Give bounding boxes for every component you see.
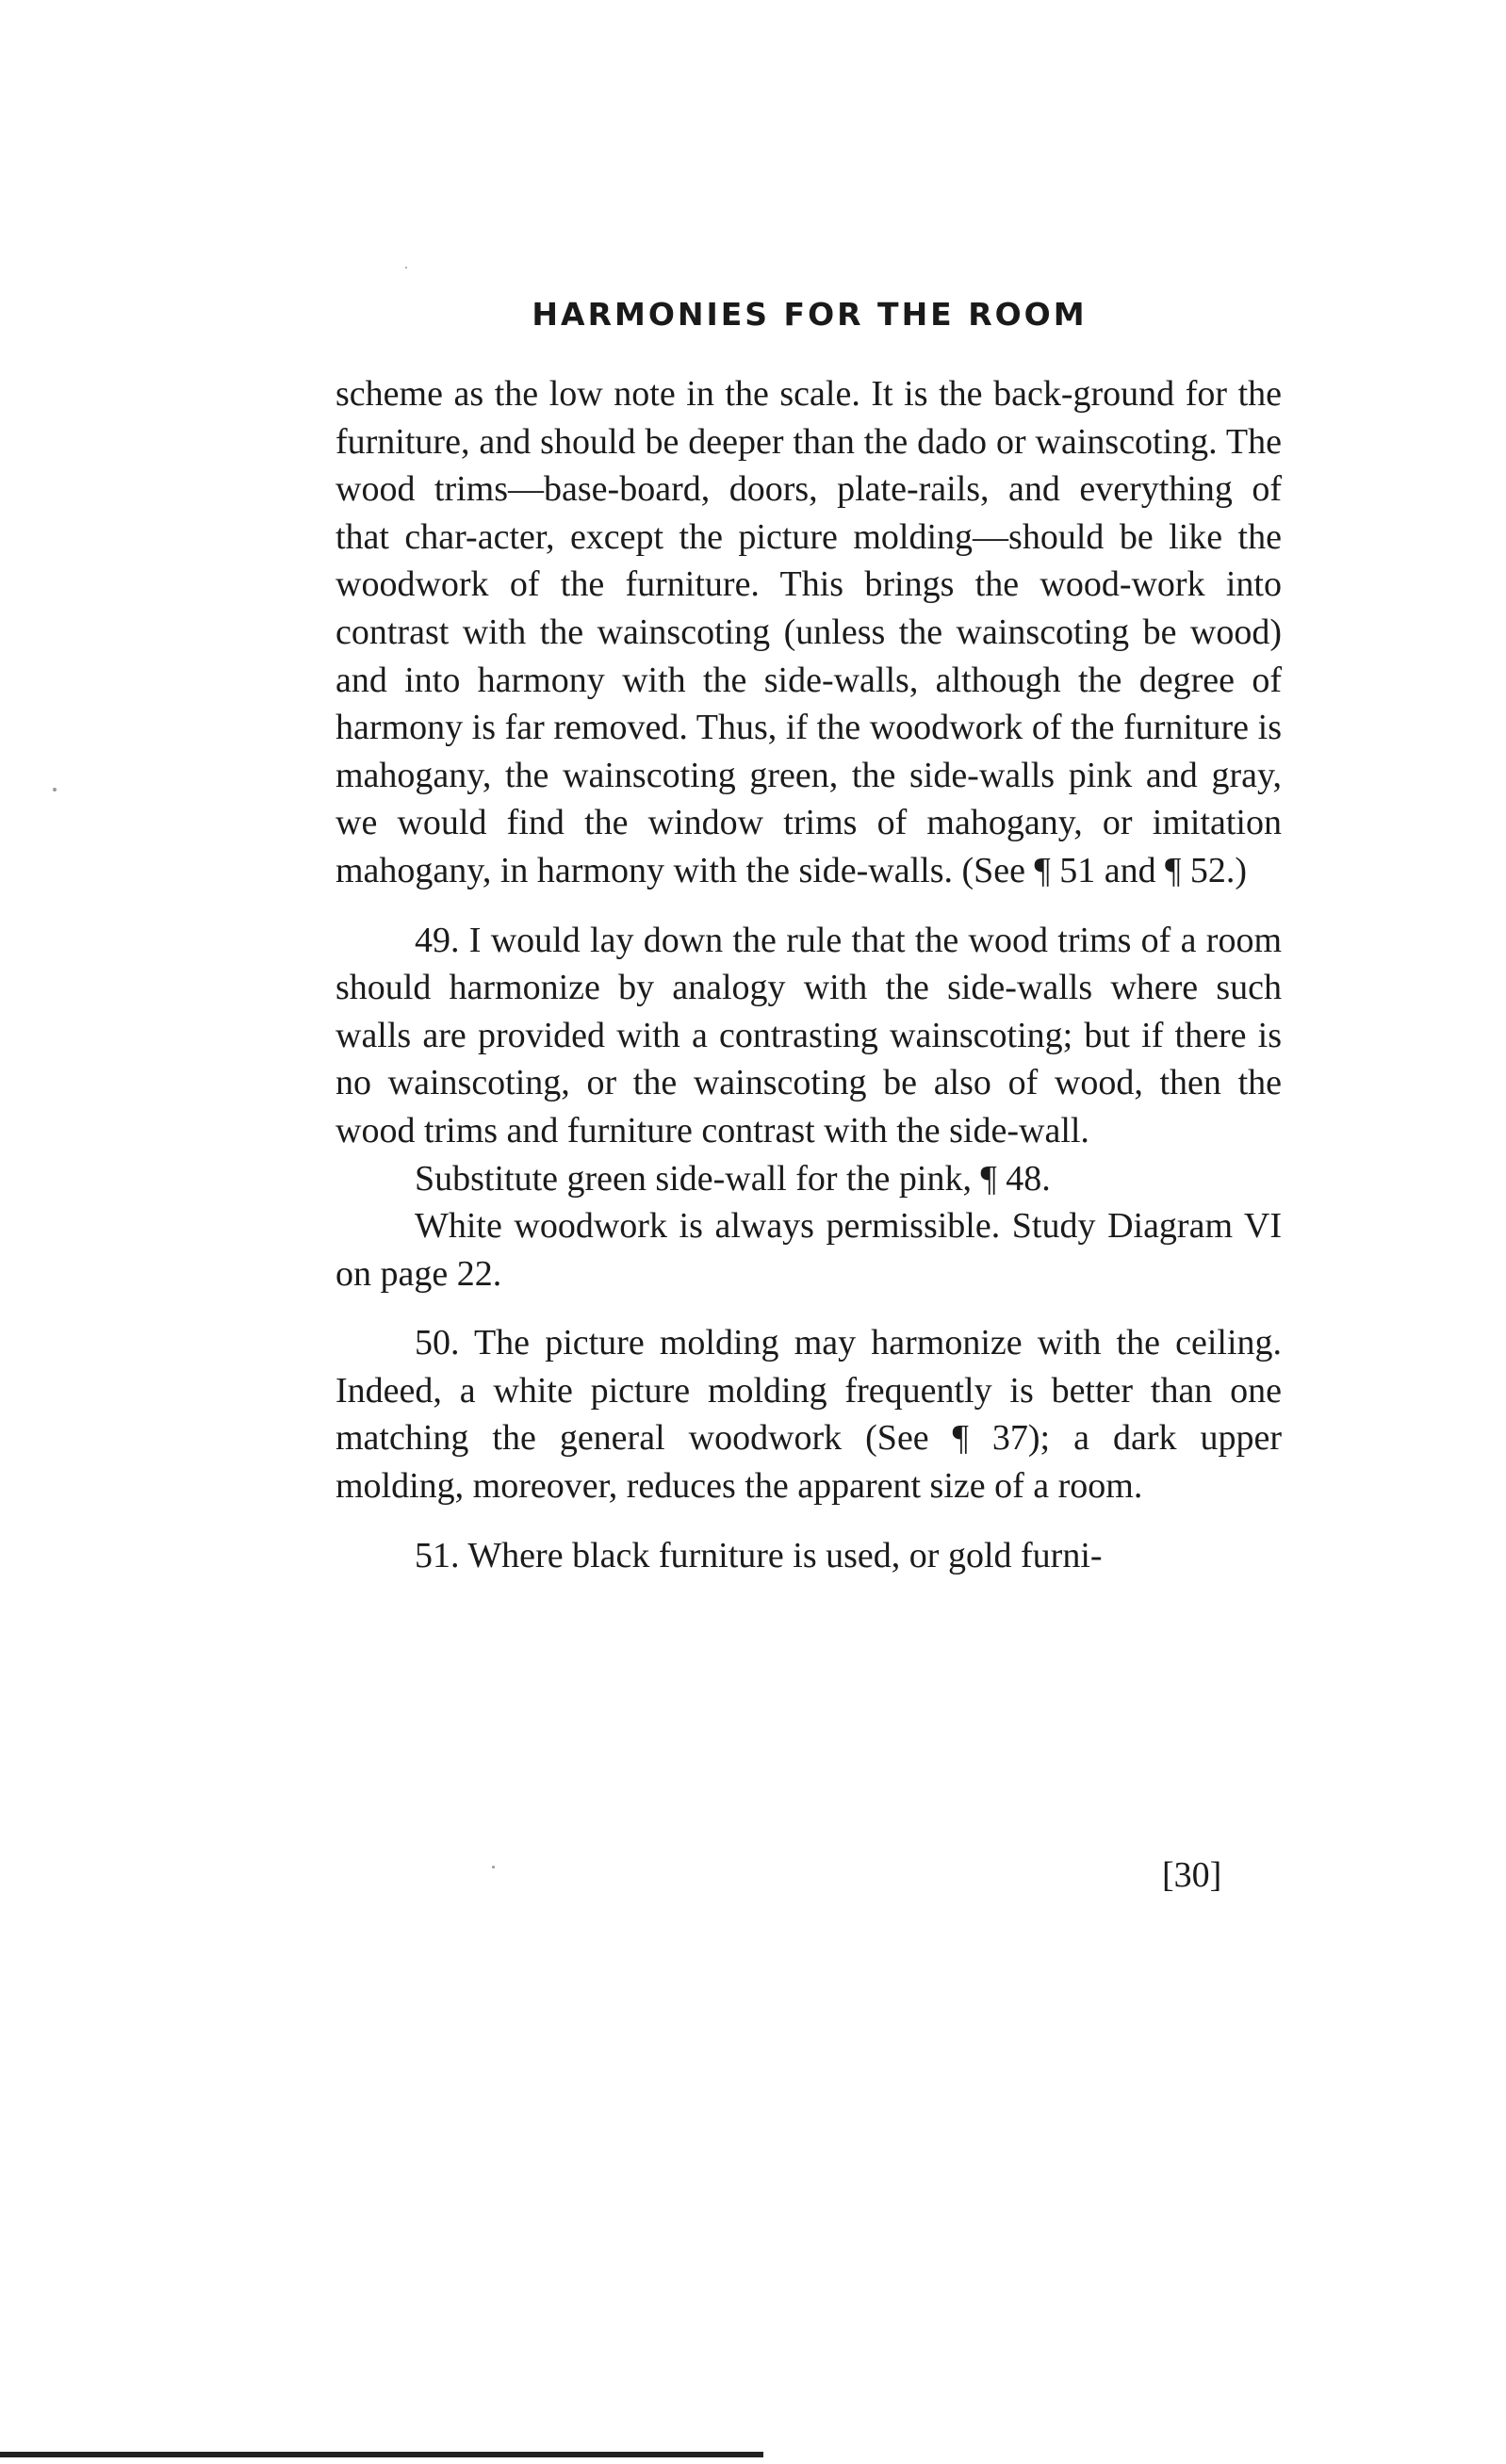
print-speck [405, 267, 407, 269]
print-speck [53, 788, 57, 791]
paragraph-continued: scheme as the low note in the scale. It is the back-ground for the furniture, and should be deeper than the dado or wainscoting. The wood trims—base-board, doors, plate-rails, and everything of that char-acter, except the picture molding—should be like the woodwork of the furniture. This brings the wood-work into contrast with the wainscoting (unless the wainscoting be wood) and into harmony with the side-walls, although the degree of harmony is far removed. Thus, if the woodwork of the furniture is mahogany, the wainscoting green, the side-walls pink and gray, we would find the window trims of mahogany, or imitation mahogany, in harmony with the side-walls. (See ¶ 51 and ¶ 52.) [336, 374, 1282, 890]
paragraph-substitute: Substitute green side-wall for the pink, ¶ 48. [415, 1158, 1051, 1199]
body-text [336, 370, 1282, 1579]
paragraph-50: 50. The picture molding may harmonize with the ceiling. Indeed, a white picture molding frequently is better than one matching the general woodwork (See ¶ 37); a dark upper molding, moreover, reduces the apparent size of a room. [336, 1323, 1282, 1507]
page-number: [30] [1162, 1855, 1222, 1895]
paragraph-51: 51. Where black furniture is used, or gold furni- [415, 1535, 1103, 1575]
paragraph-49: 49. I would lay down the rule that the wood trims of a room should harmonize by analogy with the side-walls where such walls are provided with a contrasting wainscoting; but if there is no wainscoting, or the wainscoting be also of wood, then the wood trims and furniture contrast with the side-wall. [336, 920, 1282, 1150]
bottom-rule [0, 2452, 763, 2457]
running-head: HARMONIES FOR THE ROOM [532, 296, 1088, 333]
paragraph-white-woodwork: White woodwork is always permissible. Study Diagram VI on page 22. [336, 1206, 1282, 1294]
print-speck [492, 1866, 495, 1868]
